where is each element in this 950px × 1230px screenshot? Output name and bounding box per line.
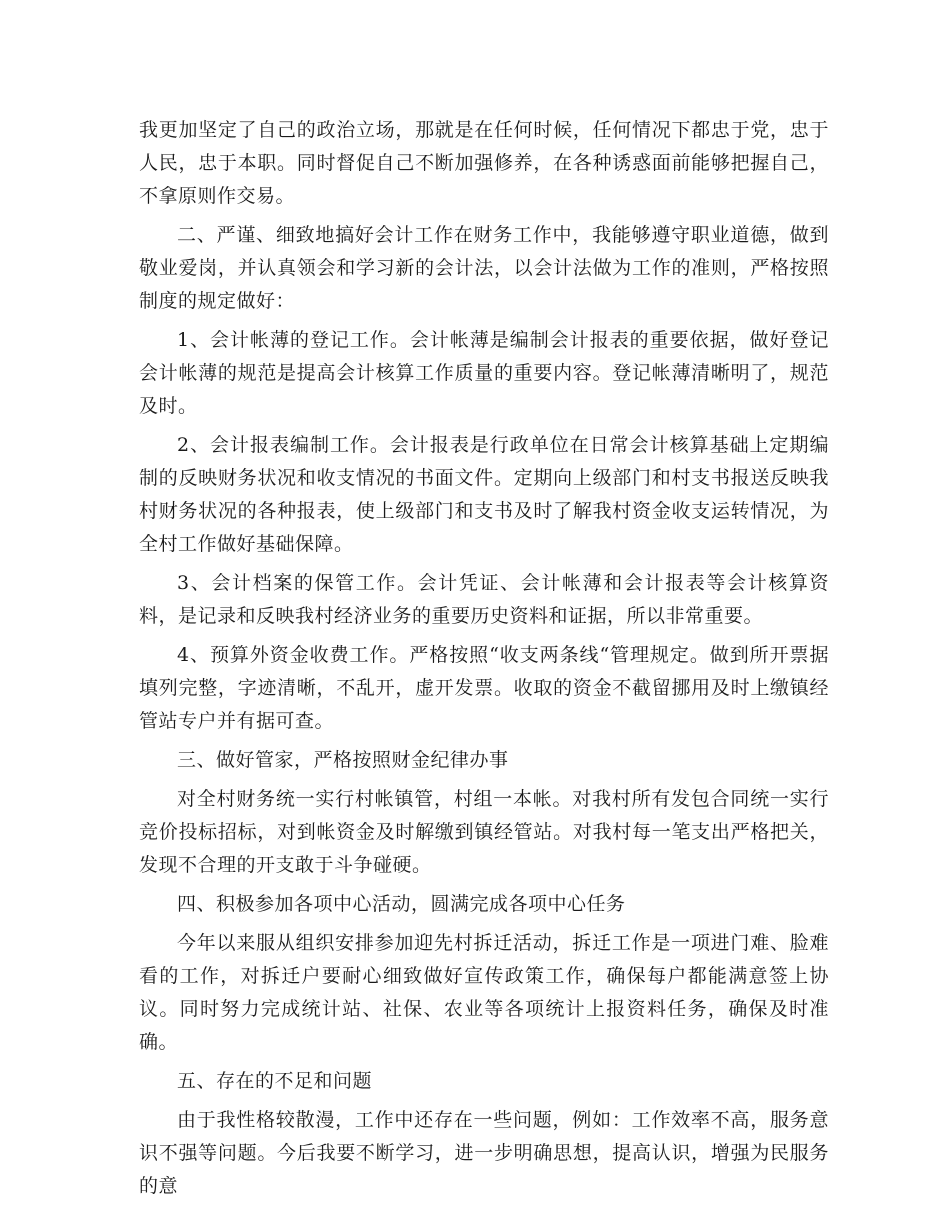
paragraph-9: 由于我性格较散漫，工作中还存在一些问题，例如：工作效率不高，服务意识不强等问题。今后我要不断学习，进一步明确思想，提高认识，增强为民服务的意: [139, 1109, 829, 1197]
paragraph-7: 对全村财务统一实行村帐镇管，村组一本帐。对我村所有发包合同统一实行竞价投标招标，对到帐资金及时解缴到镇经管站。对我村每一笔支出严格把关，发现不合理的开支敢于斗争碰硬。: [139, 788, 829, 876]
section-heading-3: 三、做好管家，严格按照财金纪律办事: [177, 749, 509, 771]
paragraph-3: 1、会计帐薄的登记工作。会计帐薄是编制会计报表的重要依据，做好登记会计帐薄的规范是提高会计核算工作质量的重要内容。登记帐薄清晰明了，规范及时。: [139, 329, 829, 417]
paragraph-2: 二、严谨、细致地搞好会计工作在财务工作中，我能够遵守职业道德，做到敬业爱岗，并认真领会和学习新的会计法，以会计法做为工作的准则，严格按照制度的规定做好：: [139, 224, 829, 312]
section-heading-5: 五、存在的不足和问题: [177, 1070, 373, 1092]
document-page: [139, 0, 829, 1230]
paragraph-4: 2、会计报表编制工作。会计报表是行政单位在日常会计核算基础上定期编制的反映财务状况和收支情况的书面文件。定期向上级部门和村支书报送反映我村财务状况的各种报表，使上级部门和支书及时了解我村资金收支运转情况，为全村工作做好基础保障。: [139, 434, 829, 555]
paragraph-1: 我更加坚定了自己的政治立场，那就是在任何时候，任何情况下都忠于党，忠于人民，忠于本职。同时督促自己不断加强修养，在各种诱惑面前能够把握自己，不拿原则作交易。: [139, 119, 829, 207]
paragraph-6: 4、预算外资金收费工作。严格按照“收支两条线“管理规定。做到所开票据填列完整，字迹清晰，不乱开，虚开发票。收取的资金不截留挪用及时上缴镇经管站专户并有据可查。: [139, 644, 829, 732]
paragraph-8: 今年以来服从组织安排参加迎先村拆迁活动，拆迁工作是一项进门难、脸难看的工作，对拆迁户要耐心细致做好宣传政策工作，确保每户都能满意签上协议。同时努力完成统计站、社保、农业等各项统计上报资料任务，确保及时准确。: [139, 932, 829, 1053]
section-heading-4: 四、积极参加各项中心活动，圆满完成各项中心任务: [177, 893, 626, 915]
paragraph-5: 3、会计档案的保管工作。会计凭证、会计帐薄和会计报表等会计核算资料，是记录和反映我村经济业务的重要历史资料和证据，所以非常重要。: [139, 572, 829, 627]
document-body: [139, 0, 829, 1203]
